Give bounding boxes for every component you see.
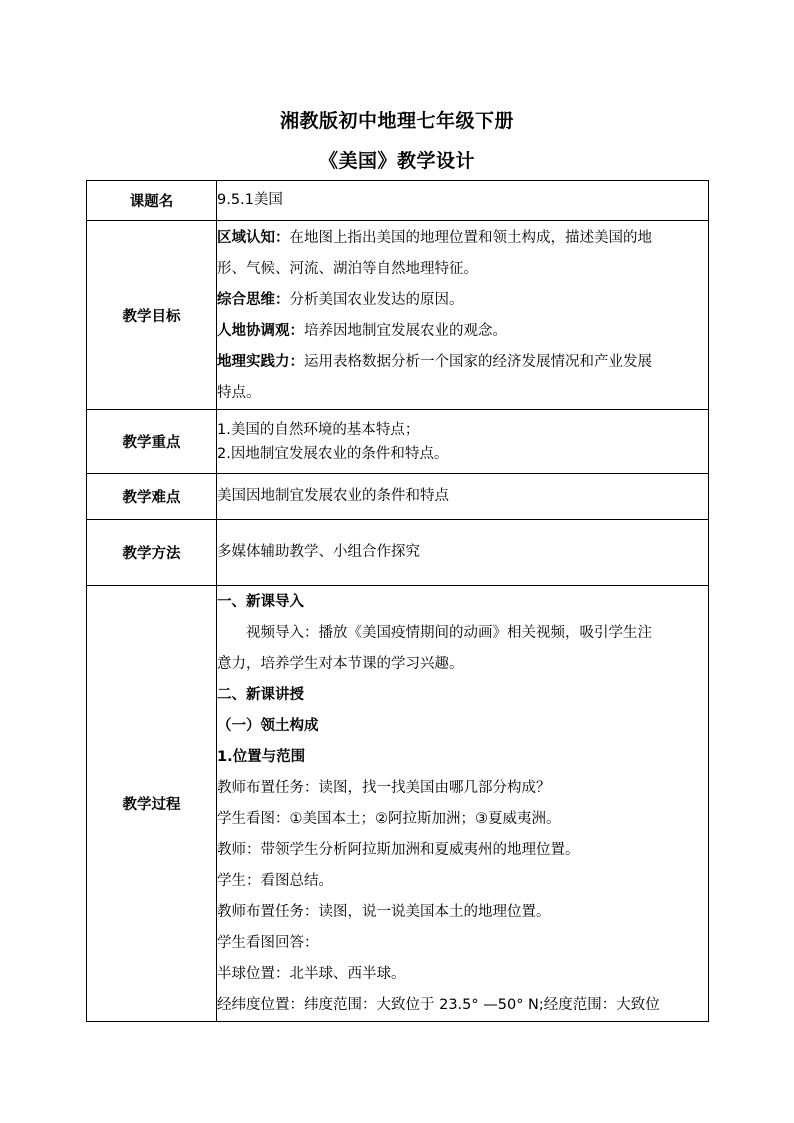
difficulties-text: 美国因地制宜发展农业的条件和特点	[217, 488, 449, 504]
process-line: 学生：看图总结。	[217, 873, 333, 889]
goal-harmony	[217, 316, 708, 347]
process-row	[87, 586, 709, 1022]
key-points-content	[217, 410, 709, 474]
methods-label: 教学方法	[87, 520, 217, 586]
difficulties-label: 教学难点	[87, 474, 217, 520]
goal-regional-line1	[217, 223, 708, 254]
goal-thinking	[217, 285, 708, 316]
goals-content	[217, 221, 709, 410]
lesson-plan-table	[86, 180, 709, 1022]
section-heading-teaching: 二、新课讲授	[217, 687, 304, 703]
document-title: 湘教版初中地理七年级下册	[279, 110, 514, 132]
goal-practice-line2: 特点。	[217, 385, 261, 401]
intro-paragraph-line2: 意力，培养学生对本节课的学习兴趣。	[217, 656, 464, 672]
sub-heading-territory: （一）领土构成	[217, 718, 319, 734]
intro-paragraph-line1: 视频导入：播放《美国疫情期间的动画》相关视频，吸引学生注	[246, 625, 652, 641]
process-line: 学生看图：①美国本土；②阿拉斯加洲；③夏威夷洲。	[217, 811, 561, 827]
process-line: 半球位置：北半球、西半球。	[217, 966, 406, 982]
goals-row	[87, 221, 709, 410]
topic-value-text: 9.5.1美国	[217, 192, 283, 208]
goal-practice-line1	[217, 347, 708, 378]
key-points-row	[87, 410, 709, 474]
difficulties-row	[87, 474, 709, 520]
methods-text: 多媒体辅助教学、小组合作探究	[217, 544, 420, 560]
point-heading-location: 1.位置与范围	[217, 749, 306, 765]
process-label: 教学过程	[87, 586, 217, 1022]
methods-row	[87, 520, 709, 586]
topic-value	[217, 181, 709, 221]
goal-thinking-heading: 综合思维：	[217, 292, 290, 308]
process-content	[217, 586, 709, 1022]
goal-regional-heading: 区域认知：	[217, 230, 290, 246]
process-line: 经纬度位置：纬度范围：大致位于 23.5° —50° N;经度范围：大致位	[217, 997, 660, 1013]
process-line: 教师：带领学生分析阿拉斯加洲和夏威夷州的地理位置。	[217, 842, 580, 858]
difficulties-content	[217, 474, 709, 520]
key-point-item: 2.因地制宜发展农业的条件和特点。	[217, 445, 449, 462]
document-subtitle: 《美国》教学设计	[318, 150, 475, 172]
goals-label: 教学目标	[87, 221, 217, 410]
goal-harmony-text: 培养因地制宜发展农业的观念。	[304, 323, 507, 339]
goal-regional-text: 在地图上指出美国的地理位置和领土构成，描述美国的地	[289, 230, 652, 246]
goal-regional-line2: 形、气候、河流、湖泊等自然地理特征。	[217, 261, 478, 277]
topic-label: 课题名	[87, 181, 217, 221]
topic-row	[87, 181, 709, 221]
key-points-label: 教学重点	[87, 410, 217, 474]
methods-content	[217, 520, 709, 586]
section-heading-intro: 一、新课导入	[217, 594, 304, 610]
process-line: 学生看图回答：	[217, 935, 319, 951]
goal-practice-text: 运用表格数据分析一个国家的经济发展情况和产业发展	[304, 354, 652, 370]
process-line: 教师布置任务：读图，说一说美国本土的地理位置。	[217, 904, 551, 920]
key-point-item: 1.美国的自然环境的基本特点；	[217, 421, 420, 438]
goal-practice-heading: 地理实践力：	[217, 354, 304, 370]
process-line: 教师布置任务：读图，找一找美国由哪几部分构成？	[217, 780, 551, 796]
goal-thinking-text: 分析美国农业发达的原因。	[289, 292, 464, 308]
goal-harmony-heading: 人地协调观：	[217, 323, 304, 339]
